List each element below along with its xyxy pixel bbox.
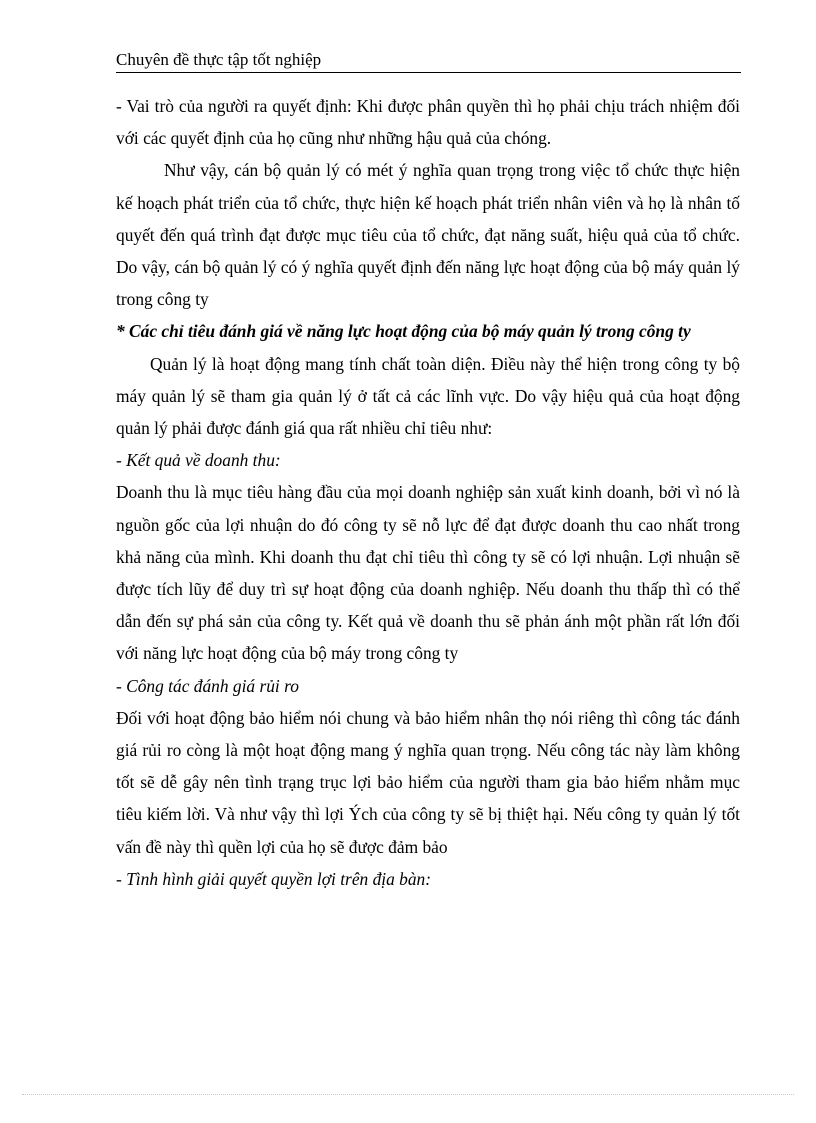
paragraph-risk-assessment: Đối với hoạt động bảo hiểm nói chung và bảo hiểm nhân thọ nói riêng thì công tác đánh giá rủi ro còng là một hoạt động mang ý nghĩa quan trọng. Nếu công tác này làm không tốt sẽ dễ gây nên tình trạng trục lợi bảo hiểm của người tham gia bảo hiểm nhằm mục tiêu kiếm lời. Và như vậy thì lợi Ých của công ty sẽ bị thiệt hại. Nếu công ty quản lý tốt vấn đề này thì quền lợi của họ sẽ được đảm bảo	[116, 707, 740, 857]
header-title: Chuyên đề thực tập tốt nghiệp	[116, 50, 322, 69]
paragraph-decision-maker-role: - Vai trò của người ra quyết định: Khi được phân quyền thì họ phải chịu trách nhiệm đối với các quyết định của họ cũng như những hậu quả của chóng.	[116, 96, 740, 149]
subheading-revenue: - Kết quả về doanh thu:	[116, 450, 281, 471]
section-heading-criteria: * Các chỉ tiêu đánh giá về năng lực hoạt động của bộ máy quản lý trong công ty	[116, 321, 691, 342]
paragraph-manager-importance: Như vậy, cán bộ quản lý có mét ý nghĩa quan trọng trong việc tổ chức thực hiện kế hoạch phát triển của tổ chức, thực hiện kế hoạch phát triển nhân viên và họ là nhân tố quyết đến quá trình đạt được mục tiêu của tổ chức, đạt năng suất, hiệu quả của tổ chức. Do vậy, cán bộ quản lý có ý nghĩa quyết định đến năng lực hoạt động của bộ máy quản lý trong công ty	[116, 160, 740, 310]
document-body	[116, 90, 740, 895]
paragraph-management-overview: Quản lý là hoạt động mang tính chất toàn diện. Điều này thể hiện trong công ty bộ máy quản lý sẽ tham gia quản lý ở tất cả các lĩnh vực. Do vậy hiệu quả của hoạt động quản lý phải được đánh giá qua rất nhiều chỉ tiêu như:	[116, 353, 740, 439]
page-bottom-divider	[22, 1094, 794, 1095]
page-header	[116, 50, 741, 73]
paragraph-revenue: Doanh thu là mục tiêu hàng đầu của mọi doanh nghiệp sản xuất kinh doanh, bởi vì nó là nguồn gốc của lợi nhuận do đó công ty sẽ nỗ lực để đạt được doanh thu cao nhất trong khả năng của mình. Khi doanh thu đạt chỉ tiêu thì công ty sẽ có lợi nhuận. Lợi nhuận sẽ được tích lũy để duy trì sự hoạt động của doanh nghiệp. Nếu doanh thu thấp thì có thể dẫn đến sự phá sản của công ty. Kết quả về doanh thu sẽ phản ánh một phần rất lớn đối với năng lực hoạt động của bộ máy trong công ty	[116, 482, 740, 664]
subheading-claims-settlement: - Tình hình giải quyết quyền lợi trên địa bàn:	[116, 868, 432, 889]
subheading-risk-assessment: - Công tác đánh giá rủi ro	[116, 675, 299, 696]
